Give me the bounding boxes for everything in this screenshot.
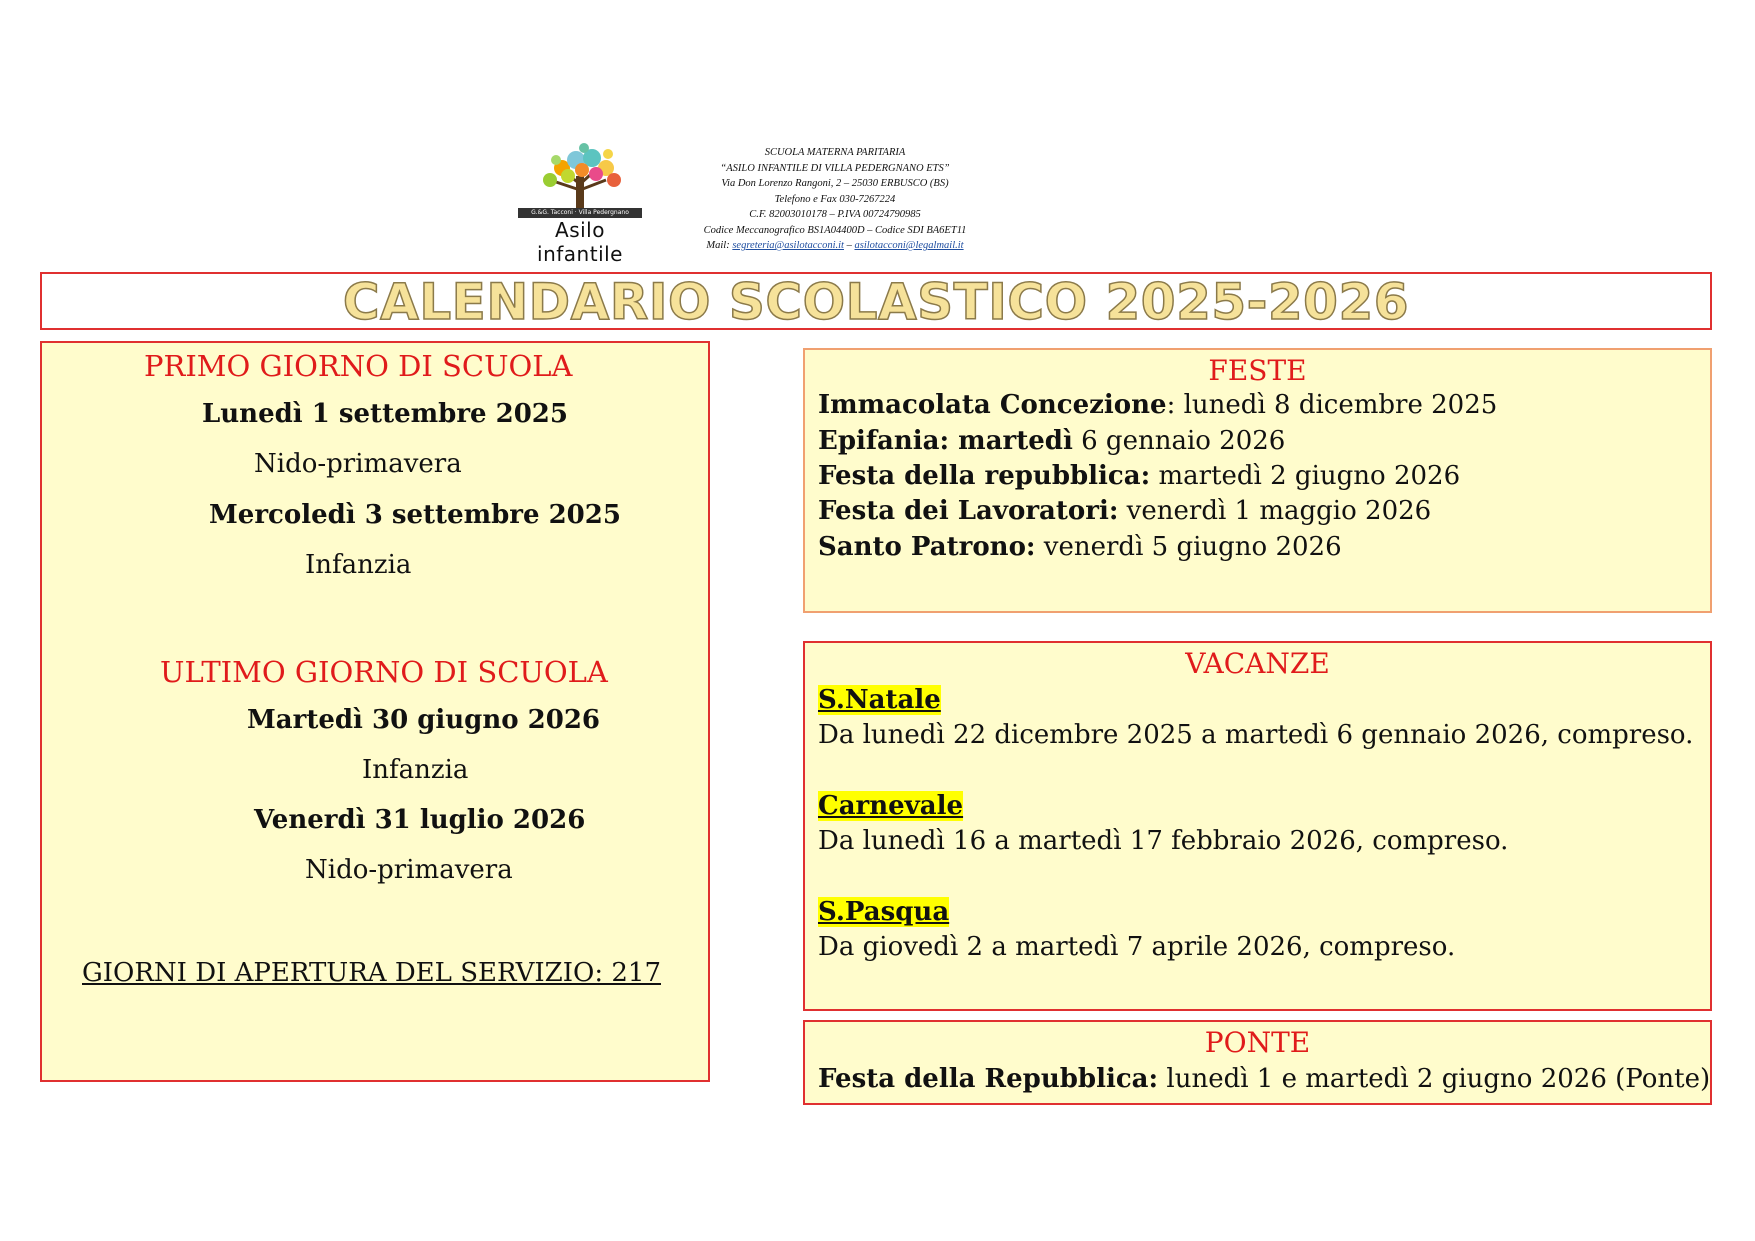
- tree-icon: [510, 140, 650, 210]
- ultimo-group-infanzia: Infanzia: [362, 755, 469, 785]
- mail-label: Mail:: [706, 240, 730, 251]
- title-box: [40, 272, 1712, 330]
- vacanze-label-carnevale: Carnevale: [818, 791, 964, 821]
- primo-date-nido: Lunedì 1 settembre 2025: [202, 399, 568, 429]
- vacanze-label-natale: S.Natale: [818, 685, 941, 715]
- feste-heading: FESTE: [1208, 354, 1307, 387]
- page-title: CALENDARIO SCOLASTICO 2025-2026: [342, 273, 1410, 331]
- school-info-line: “ASILO INFANTILE DI VILLA PEDERGNANO ETS”: [720, 162, 950, 174]
- school-info-line: Via Don Lorenzo Rangoni, 2 – 25030 ERBUSCO (BS): [721, 178, 949, 189]
- primo-group-infanzia: Infanzia: [305, 550, 412, 580]
- feste-item: Festa dei Lavoratori: venerdì 1 maggio 2026: [818, 496, 1432, 526]
- logo-band: G.&G. Tacconi · Villa Pedergnano: [518, 208, 642, 218]
- ultimo-date-nido: Venerdì 31 luglio 2026: [254, 805, 586, 835]
- feste-item: Immacolata Concezione: lunedì 8 dicembre 2025: [818, 390, 1498, 420]
- feste-item: Santo Patrono: venerdì 5 giugno 2026: [818, 532, 1342, 562]
- vacanze-heading: VACANZE: [1185, 647, 1330, 680]
- logo-text: Asilo infantile: [537, 218, 623, 266]
- feste-item: Epifania: martedì 6 gennaio 2026: [818, 426, 1286, 456]
- school-info-line: C.F. 82003010178 – P.IVA 00724790985: [749, 209, 921, 220]
- mail-link-pec[interactable]: asilotacconi@legalmail.it: [854, 240, 964, 251]
- ponte-item: Festa della Repubblica: lunedì 1 e martedì 2 giugno 2026 (Ponte): [818, 1064, 1711, 1094]
- feste-item: Festa della repubblica: martedì 2 giugno 2026: [818, 461, 1461, 491]
- giorni-apertura: GIORNI DI APERTURA DEL SERVIZIO: 217: [82, 958, 661, 988]
- mail-separator: –: [843, 240, 855, 251]
- school-info-line: Codice Meccanografico BS1A04400D – Codice SDI BA6ET11: [703, 224, 967, 236]
- ultimo-group-nido: Nido-primavera: [305, 855, 513, 885]
- school-mail-line: [660, 238, 1010, 254]
- school-info-line: SCUOLA MATERNA PARITARIA: [764, 147, 906, 158]
- primo-giorno-heading: PRIMO GIORNO DI SCUOLA: [144, 349, 573, 383]
- school-logo: [510, 140, 650, 266]
- vacanze-value-pasqua: Da giovedì 2 a martedì 7 aprile 2026, compreso.: [818, 932, 1456, 962]
- primo-date-infanzia: Mercoledì 3 settembre 2025: [209, 500, 621, 530]
- feste-panel: [803, 348, 1712, 613]
- school-days-panel: [40, 341, 710, 1082]
- school-info: [660, 145, 1010, 254]
- vacanze-value-carnevale: Da lunedì 16 a martedì 17 febbraio 2026, compreso.: [818, 826, 1509, 856]
- ultimo-giorno-heading: ULTIMO GIORNO DI SCUOLA: [160, 655, 608, 689]
- ponte-panel: [803, 1020, 1712, 1105]
- vacanze-value-natale: Da lunedì 22 dicembre 2025 a martedì 6 gennaio 2026, compreso.: [818, 720, 1694, 750]
- vacanze-panel: [803, 641, 1712, 1011]
- mail-link-segreteria[interactable]: segreteria@asilotacconi.it: [732, 240, 844, 251]
- primo-group-nido: Nido-primavera: [254, 449, 462, 479]
- school-info-line: Telefono e Fax 030-7267224: [774, 193, 896, 205]
- vacanze-label-pasqua: S.Pasqua: [818, 897, 950, 927]
- ponte-heading: PONTE: [1204, 1026, 1311, 1059]
- ultimo-date-infanzia: Martedì 30 giugno 2026: [247, 705, 601, 735]
